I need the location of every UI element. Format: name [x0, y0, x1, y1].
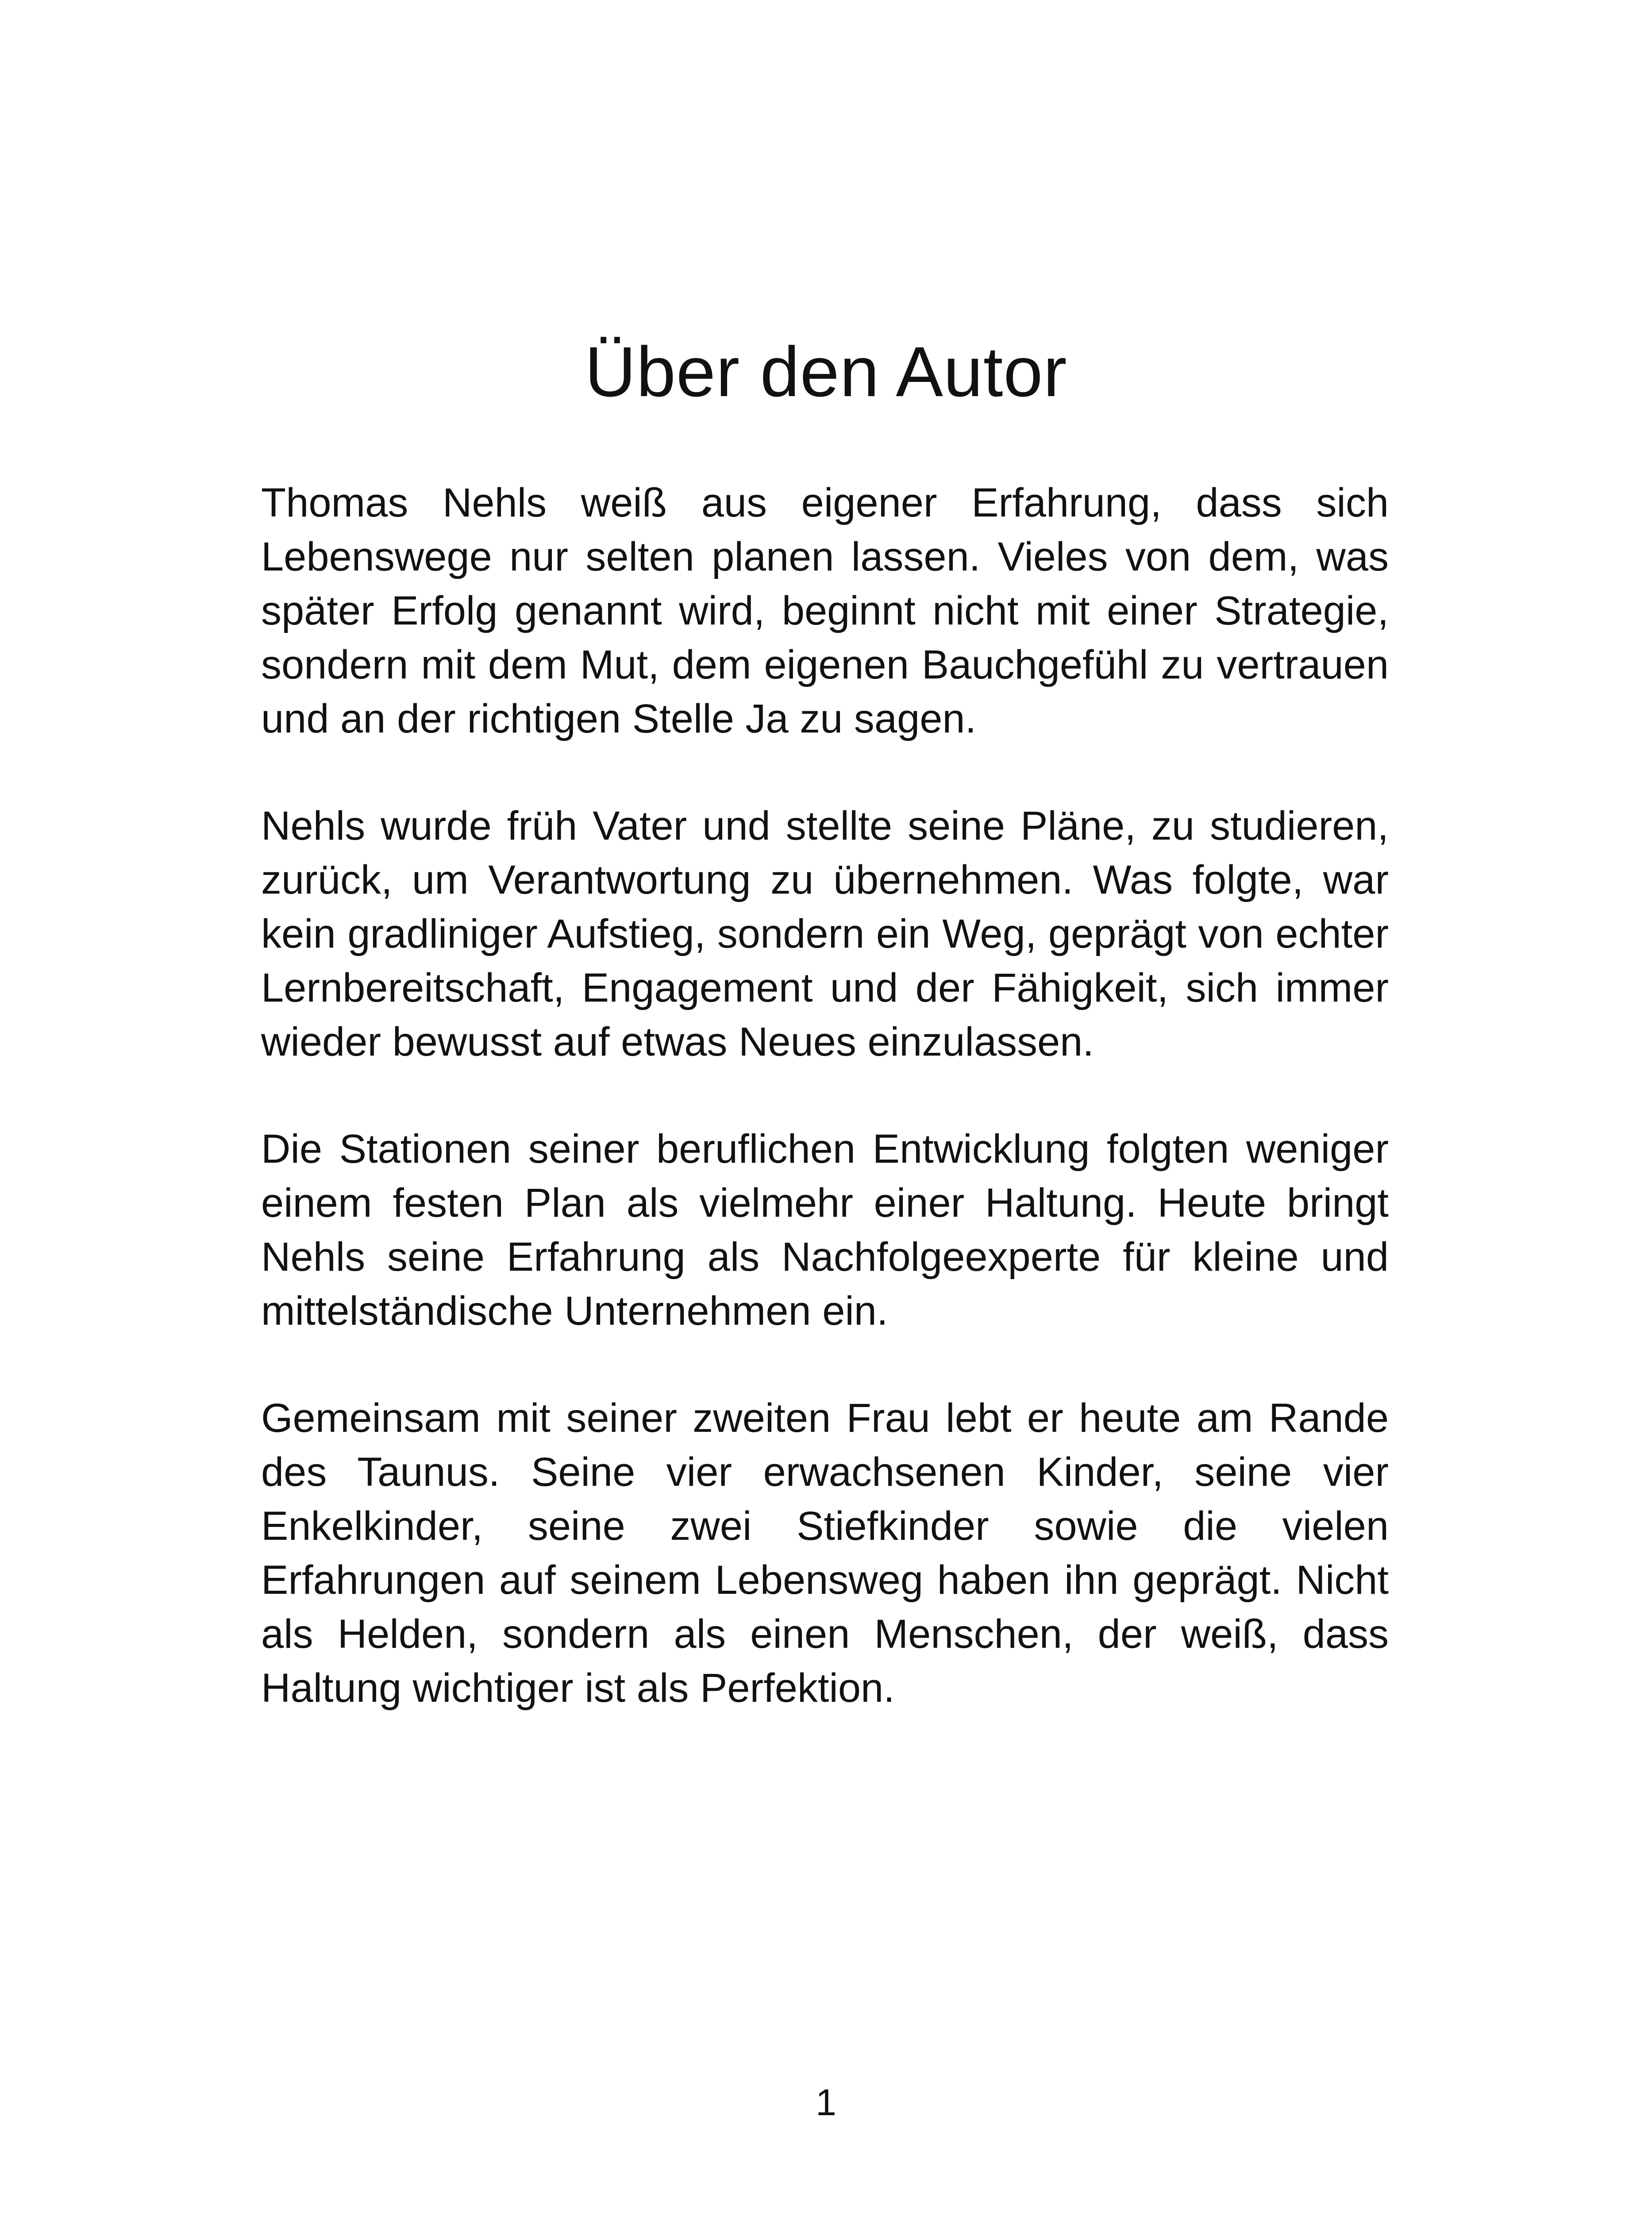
- page-number: 1: [816, 2082, 836, 2123]
- paragraph-2: Nehls wurde früh Vater und stellte seine Pläne, zu studieren, zurück, um Verantwortung zu übernehmen. Was folgte, war kein gradliniger Aufstieg, sondern ein Weg, geprägt von echter Lernbereitschaft, Engagement und der Fähigkeit, sich immer wieder bewusst auf etwas Neues einzulassen.: [261, 803, 1389, 1064]
- body-text: [261, 476, 1389, 1768]
- paragraph-4: Gemeinsam mit seiner zweiten Frau lebt er heute am Rande des Taunus. Seine vier erwachsenen Kinder, seine vier Enkelkinder, seine zwei Stiefkinder sowie die vielen Erfahrungen auf seinem Lebensweg haben ihn geprägt. Nicht als Helden, sondern als einen Menschen, der weiß, dass Haltung wichtiger ist als Perfektion.: [261, 1396, 1389, 1711]
- page-title: Über den Autor: [585, 332, 1067, 411]
- paragraph-1: Thomas Nehls weiß aus eigener Erfahrung, dass sich Lebenswege nur selten planen lassen. Vieles von dem, was später Erfolg genannt wird, beginnt nicht mit einer Strategie, sondern mit dem Mut, dem eigenen Bauchgefühl zu vertrauen und an der richtigen Stelle Ja zu sagen.: [261, 480, 1389, 741]
- paragraph-3: Die Stationen seiner beruflichen Entwicklung folgten weniger einem festen Plan als vielmehr einer Haltung. Heute bringt Nehls seine Erfahrung als Nachfolgeexperte für kleine und mittelständische Unternehmen ein.: [261, 1126, 1389, 1334]
